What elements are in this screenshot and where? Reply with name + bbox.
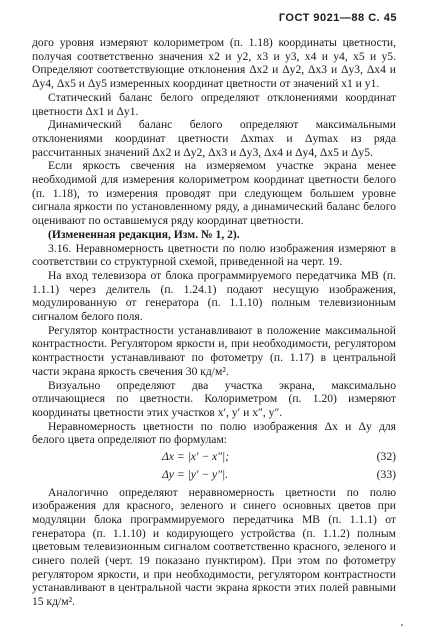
formula-32 bbox=[32, 450, 396, 464]
formula-number: (33) bbox=[376, 467, 396, 481]
paragraph-formula-intro: Неравномерность цветности по полю изображения Δx и Δy для белого цвета определяют по формулам: bbox=[32, 419, 396, 447]
formula-33 bbox=[32, 468, 396, 482]
paragraph-static-balance: Статический баланс белого определяют отклонениями координат цветности Δx1 и Δy1. bbox=[32, 90, 396, 118]
paragraph-contrast-regulator: Регулятор контрастности устанавливают в положение максимальной контрастности. Регулятором яркости и, при необходимости, регулятором контрастности устанавливают по фотометру (п. 1.17) в центральной части экрана яркость свечения 30 кд/м². bbox=[32, 323, 396, 378]
paragraph-section-3-16: 3.16. Неравномерность цветности по полю изображения измеряют в соответствии со структурной схемой, приведенной на черт. 19. bbox=[32, 241, 396, 269]
page-header: ГОСТ 9021—88 С. 45 bbox=[278, 12, 397, 24]
paragraph-analogous-colors: Аналогично определяют неравномерность цветности по полю изображения для красного, зеленого и синего основных цветов при модуляции блока программируемого передатчика МВ (п. 1.1.1) от генератора (п. 1.1.10) и кодирующего устройства (п. 1.1.2) полным цветовым телевизионным сигналом соответственно красного, зеленого и синего полей (черт. 19 показано пунктиром). При этом по фотометру регулятором яркости, и при необходимости, регулятором контрастности устанавливают в центральной части экрана яркости этих полей равными 15 кд/м². bbox=[32, 485, 396, 609]
formula-expression: Δy = |y′ − y″|. bbox=[162, 467, 229, 481]
paragraph-input-signal: На вход телевизора от блока программируемого передатчика МВ (п. 1.1.1) через делитель (п. 1.24.1) подают несущую изображения, модулированную от генератора (п. 1.1.10) полным телевизионным сигналом белого поля. bbox=[32, 268, 396, 324]
document-body bbox=[32, 36, 396, 609]
paragraph-visual-determination: Визуально определяют два участка экрана, максимально отличающиеся по цветности. Колориметром (п. 1.20) измеряют координаты цветности этих участков x′, y′ и x″, y″. bbox=[32, 378, 396, 419]
formula-number: (32) bbox=[376, 450, 396, 464]
page-speck bbox=[401, 624, 403, 626]
paragraph-low-brightness: Если яркость свечения на измеряемом участке экрана менее необходимой для измерения колориметром координат цветности белого (п. 1.18), то измерения проводят при следующем большем уровне сигнала яркости по установленному ряду, а динамический баланс белого оценивают по оставшемуся ряду координат цветности. bbox=[32, 159, 396, 228]
paragraph-dynamic-balance: Динамический баланс белого определяют максимальными отклонениями координат цветности Δxmax и Δymax из ряда рассчитанных значений Δx2 и Δy2, Δx3 и Δy3, Δx4 и Δy4, Δx5 и Δy5. bbox=[32, 118, 396, 159]
formula-expression: Δx = |x′ − x″|; bbox=[162, 450, 230, 464]
paragraph-edition-note: (Измененная редакция, Изм. № 1, 2). bbox=[48, 227, 240, 241]
paragraph-measurement-continued: дого уровня измеряют колориметром (п. 1.18) координаты цветности, получая соответственно значения x2 и y2, x3 и y3, x4 и y4, x5 и y5. Определяют соответствующие отклонения Δx2 и Δy2, Δx3 и Δy3, Δx4 и Δy4, Δx5 и Δy5 измеренных координат цветности от значений x1 и y1. bbox=[32, 36, 396, 91]
